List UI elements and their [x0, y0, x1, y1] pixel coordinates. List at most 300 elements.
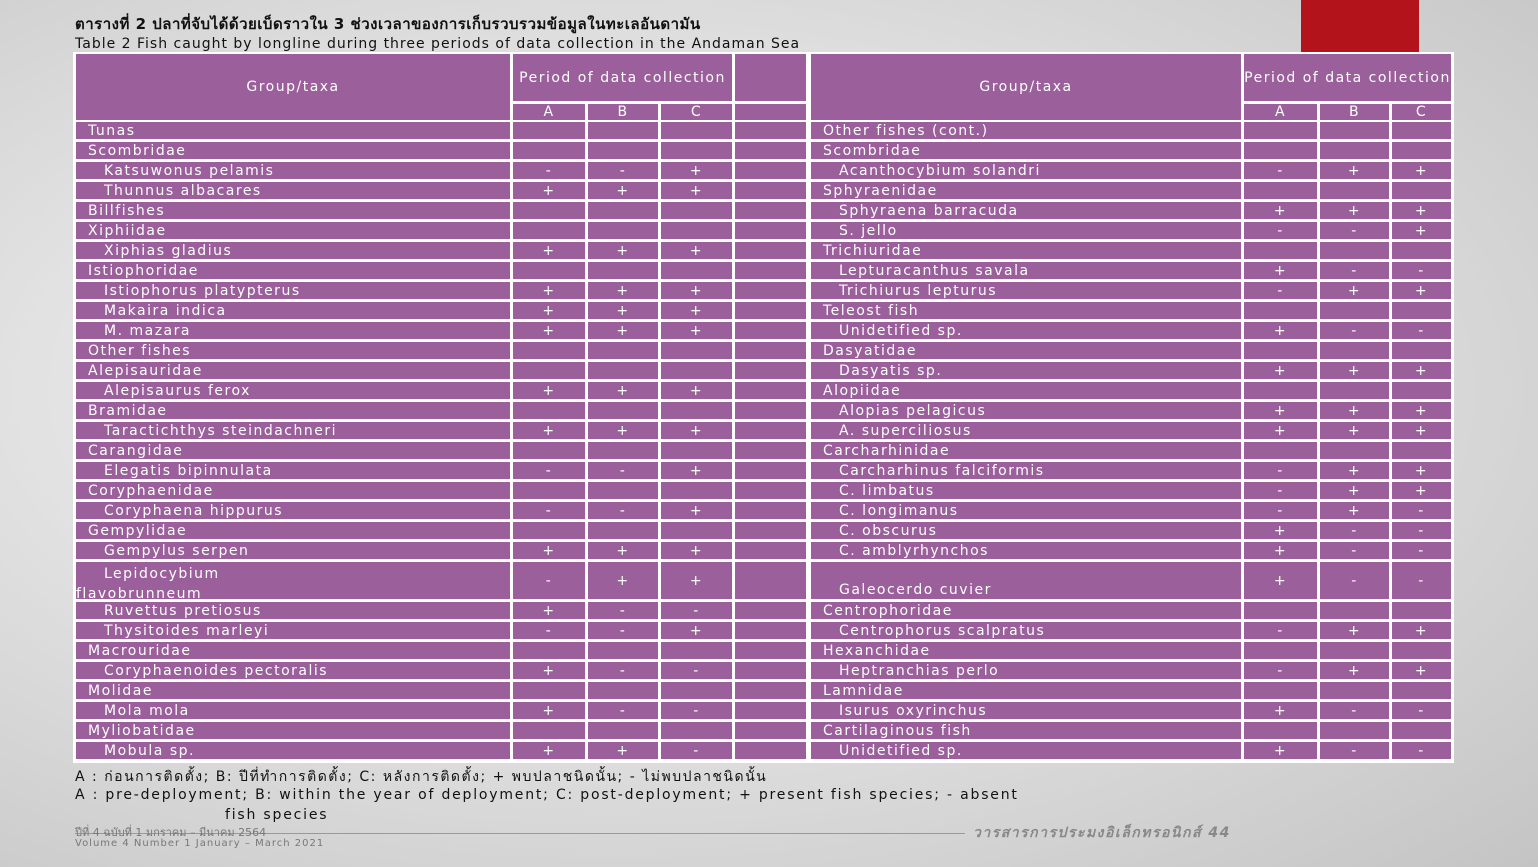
- right-row-name: [811, 202, 1241, 219]
- taxon-name: Other fishes: [88, 342, 192, 359]
- right-cell-b: -: [1320, 262, 1389, 279]
- spacer-cell: [735, 242, 806, 259]
- right-cell-c: -: [1392, 542, 1451, 559]
- left-row-name: [76, 382, 510, 399]
- right-cell-b: [1320, 242, 1389, 259]
- right-cell-b: -: [1320, 702, 1389, 719]
- left-cell-b: +: [588, 742, 658, 759]
- right-cell-c: [1392, 602, 1451, 619]
- taxon-name: Thunnus albacares: [104, 182, 262, 199]
- left-cell-b: [588, 722, 658, 739]
- right-cell-b: +: [1320, 282, 1389, 299]
- left-row-name: [76, 622, 510, 639]
- taxon-name: Alepisauridae: [88, 362, 203, 379]
- right-cell-b: [1320, 122, 1389, 139]
- taxon-name: Myliobatidae: [88, 722, 196, 739]
- right-cell-c: [1392, 242, 1451, 259]
- left-cell-c: [661, 522, 732, 539]
- left-row-name: [76, 402, 510, 419]
- left-cell-b: [588, 682, 658, 699]
- left-cell-a: +: [513, 302, 585, 319]
- right-cell-c: -: [1392, 742, 1451, 759]
- right-cell-a: +: [1244, 402, 1317, 419]
- taxon-name: Centrophorus scalpratus: [839, 622, 1046, 639]
- left-cell-a: +: [513, 702, 585, 719]
- left-cell-c: +: [661, 382, 732, 399]
- right-cell-c: [1392, 682, 1451, 699]
- right-cell-b: -: [1320, 742, 1389, 759]
- left-cell-b: [588, 342, 658, 359]
- right-cell-c: -: [1392, 522, 1451, 539]
- header-col-b-left: B: [588, 104, 658, 120]
- right-cell-a: [1244, 142, 1317, 159]
- right-row-name: [811, 722, 1241, 739]
- right-cell-c: +: [1392, 402, 1451, 419]
- taxon-name: Makaira indica: [104, 302, 227, 319]
- right-cell-b: [1320, 602, 1389, 619]
- right-cell-c: [1392, 142, 1451, 159]
- left-cell-c: +: [661, 422, 732, 439]
- taxon-name: C. obscurus: [839, 522, 938, 539]
- spacer-cell: [735, 602, 806, 619]
- right-row-name: [811, 142, 1241, 159]
- spacer-cell: [735, 402, 806, 419]
- right-cell-a: [1244, 442, 1317, 459]
- right-row-name: [811, 302, 1241, 319]
- table-title-english: Table 2 Fish caught by longline during three periods of data collection in the Andaman Sea: [75, 36, 801, 52]
- taxon-name: Acanthocybium solandri: [839, 162, 1041, 179]
- taxon-name: C. limbatus: [839, 482, 935, 499]
- spacer-cell: [735, 322, 806, 339]
- left-cell-c: +: [661, 502, 732, 519]
- left-cell-b: -: [588, 622, 658, 639]
- left-row-name: [76, 662, 510, 679]
- taxon-name: Carcharhinus falciformis: [839, 462, 1045, 479]
- spacer-cell: [735, 362, 806, 379]
- left-cell-c: +: [661, 622, 732, 639]
- footnote-english-cont: fish species: [225, 807, 329, 823]
- taxon-name: Tunas: [88, 122, 136, 139]
- right-cell-b: [1320, 382, 1389, 399]
- header-col-a-left: A: [513, 104, 585, 120]
- right-cell-c: [1392, 342, 1451, 359]
- right-cell-a: [1244, 602, 1317, 619]
- taxon-name: Gempylus serpen: [104, 542, 250, 559]
- taxon-name: Taractichthys steindachneri: [104, 422, 338, 439]
- left-cell-c: +: [661, 282, 732, 299]
- taxon-name: Hexanchidae: [823, 642, 931, 659]
- right-cell-b: [1320, 642, 1389, 659]
- taxon-name: Billfishes: [88, 202, 166, 219]
- taxon-name: Coryphaenoides pectoralis: [104, 662, 329, 679]
- right-row-name: [811, 622, 1241, 639]
- left-cell-c: [661, 262, 732, 279]
- spacer-cell: [735, 422, 806, 439]
- taxon-name: Xiphias gladius: [104, 242, 233, 259]
- left-cell-c: +: [661, 322, 732, 339]
- right-cell-b: -: [1320, 322, 1389, 339]
- left-cell-a: [513, 362, 585, 379]
- right-cell-b: +: [1320, 482, 1389, 499]
- header-col-a-right: A: [1244, 104, 1317, 120]
- taxon-name: Sphyraena barracuda: [839, 202, 1019, 219]
- right-row-name: [811, 282, 1241, 299]
- right-cell-a: -: [1244, 482, 1317, 499]
- red-corner-tab: [1301, 0, 1419, 52]
- left-cell-c: +: [661, 182, 732, 199]
- left-cell-c: +: [661, 242, 732, 259]
- header-spacer: [735, 54, 806, 101]
- left-cell-a: [513, 222, 585, 239]
- left-cell-a: +: [513, 242, 585, 259]
- taxon-name: Teleost fish: [823, 302, 920, 319]
- spacer-cell: [735, 282, 806, 299]
- spacer-cell: [735, 642, 806, 659]
- footnote-english: A : pre-deployment; B: within the year of deployment; C: post-deployment; + present fish species; - absent: [75, 787, 1019, 803]
- taxon-name: Sphyraenidae: [823, 182, 938, 199]
- left-row-name: [76, 222, 510, 239]
- left-cell-b: +: [588, 282, 658, 299]
- left-cell-c: -: [661, 662, 732, 679]
- left-cell-a: [513, 442, 585, 459]
- left-cell-b: [588, 482, 658, 499]
- right-row-name: [811, 382, 1241, 399]
- taxon-name: Coryphaenidae: [88, 482, 214, 499]
- left-cell-b: -: [588, 702, 658, 719]
- right-row-name: [811, 522, 1241, 539]
- left-row-name: [76, 602, 510, 619]
- right-cell-a: -: [1244, 462, 1317, 479]
- spacer-cell: [735, 222, 806, 239]
- left-cell-b: +: [588, 322, 658, 339]
- right-cell-c: +: [1392, 482, 1451, 499]
- taxon-name: Dasyatis sp.: [839, 362, 943, 379]
- right-cell-b: +: [1320, 402, 1389, 419]
- spacer-cell: [735, 462, 806, 479]
- left-cell-c: [661, 482, 732, 499]
- right-cell-b: -: [1320, 222, 1389, 239]
- left-cell-c: [661, 362, 732, 379]
- left-row-name: [76, 722, 510, 739]
- right-row-name: [811, 542, 1241, 559]
- spacer-cell: [735, 142, 806, 159]
- right-cell-a: +: [1244, 362, 1317, 379]
- right-cell-a: [1244, 302, 1317, 319]
- right-cell-a: [1244, 382, 1317, 399]
- spacer-cell: [735, 262, 806, 279]
- journal-name-page-number: วารสารการประมงอิเล็กทรอนิกส์ 44: [973, 825, 1231, 841]
- left-cell-b: -: [588, 602, 658, 619]
- left-cell-a: +: [513, 282, 585, 299]
- taxon-name: S. jello: [839, 222, 898, 239]
- taxon-name: Alopiidae: [823, 382, 902, 399]
- left-row-name: [76, 342, 510, 359]
- left-cell-b: [588, 122, 658, 139]
- right-cell-a: +: [1244, 202, 1317, 219]
- left-cell-b: [588, 202, 658, 219]
- taxon-name: Mola mola: [104, 702, 190, 719]
- left-cell-b: -: [588, 502, 658, 519]
- right-row-name: [811, 482, 1241, 499]
- left-cell-a: [513, 682, 585, 699]
- right-cell-b: [1320, 182, 1389, 199]
- left-row-name: [76, 682, 510, 699]
- left-cell-a: +: [513, 182, 585, 199]
- taxon-name: Xiphiidae: [88, 222, 167, 239]
- left-cell-b: [588, 442, 658, 459]
- right-cell-c: -: [1392, 562, 1451, 599]
- right-cell-a: +: [1244, 542, 1317, 559]
- right-row-name: [811, 442, 1241, 459]
- right-cell-b: [1320, 342, 1389, 359]
- header-col-b-right: B: [1320, 104, 1389, 120]
- taxon-name: Unidetified sp.: [839, 742, 963, 759]
- right-cell-b: [1320, 302, 1389, 319]
- right-cell-b: [1320, 682, 1389, 699]
- left-row-name: [76, 362, 510, 379]
- taxon-name: Unidetified sp.: [839, 322, 963, 339]
- right-cell-b: +: [1320, 502, 1389, 519]
- taxon-name: Istiophoridae: [88, 262, 199, 279]
- right-row-name: [811, 702, 1241, 719]
- taxon-name: Dasyatidae: [823, 342, 917, 359]
- taxon-name: Katsuwonus pelamis: [104, 162, 275, 179]
- taxon-name: Carcharhinidae: [823, 442, 951, 459]
- left-cell-c: [661, 342, 732, 359]
- left-row-name: [76, 422, 510, 439]
- right-cell-b: +: [1320, 622, 1389, 639]
- right-row-name: [811, 742, 1241, 759]
- left-cell-c: [661, 442, 732, 459]
- left-cell-a: +: [513, 322, 585, 339]
- right-cell-a: -: [1244, 502, 1317, 519]
- right-cell-c: +: [1392, 422, 1451, 439]
- left-row-name: [76, 522, 510, 539]
- left-cell-a: +: [513, 382, 585, 399]
- right-cell-a: +: [1244, 742, 1317, 759]
- taxon-name: Scombridae: [823, 142, 922, 159]
- left-row-name: [76, 642, 510, 659]
- header-spacer: [735, 104, 806, 120]
- table-title-thai: ตารางที่ 2 ปลาที่จับได้ด้วยเบ็ดราวใน 3 ช่วงเวลาของการเก็บรวบรวมข้อมูลในทะเลอันดามัน: [75, 15, 701, 33]
- taxon-name: Galeocerdo cuvier: [839, 582, 992, 598]
- right-cell-a: [1244, 722, 1317, 739]
- right-cell-a: [1244, 242, 1317, 259]
- left-cell-c: -: [661, 742, 732, 759]
- right-cell-a: [1244, 342, 1317, 359]
- right-cell-c: -: [1392, 322, 1451, 339]
- spacer-cell: [735, 622, 806, 639]
- left-cell-b: +: [588, 302, 658, 319]
- right-row-name: [811, 642, 1241, 659]
- left-cell-a: [513, 122, 585, 139]
- left-cell-a: [513, 642, 585, 659]
- left-row-name: [76, 462, 510, 479]
- right-cell-a: [1244, 182, 1317, 199]
- right-row-name: [811, 122, 1241, 139]
- right-row-name: [811, 662, 1241, 679]
- left-cell-a: [513, 202, 585, 219]
- taxon-name: Alopias pelagicus: [839, 402, 987, 419]
- left-row-name: [76, 502, 510, 519]
- taxon-name: Thysitoides marleyi: [104, 622, 270, 639]
- taxon-name: Gempylidae: [88, 522, 188, 539]
- left-row-name: [76, 442, 510, 459]
- spacer-cell: [735, 382, 806, 399]
- taxon-name: M. mazara: [104, 322, 191, 339]
- spacer-cell: [735, 542, 806, 559]
- left-cell-a: [513, 722, 585, 739]
- taxon-name-cont: flavobrunneum: [76, 586, 203, 599]
- right-row-name: [811, 162, 1241, 179]
- left-cell-c: +: [661, 562, 732, 599]
- spacer-cell: [735, 182, 806, 199]
- spacer-cell: [735, 502, 806, 519]
- left-cell-c: [661, 642, 732, 659]
- left-row-name: [76, 142, 510, 159]
- right-cell-a: [1244, 642, 1317, 659]
- left-cell-a: -: [513, 622, 585, 639]
- left-cell-c: [661, 722, 732, 739]
- fish-table: [73, 52, 1454, 763]
- taxon-name: C. amblyrhynchos: [839, 542, 989, 559]
- right-cell-c: -: [1392, 702, 1451, 719]
- left-row-name: [76, 242, 510, 259]
- taxon-name: Alepisaurus ferox: [104, 382, 251, 399]
- left-cell-a: [513, 402, 585, 419]
- right-cell-b: +: [1320, 662, 1389, 679]
- left-cell-a: -: [513, 502, 585, 519]
- right-cell-a: -: [1244, 162, 1317, 179]
- right-cell-c: +: [1392, 162, 1451, 179]
- header-period-right: Period of data collection: [1244, 54, 1451, 101]
- left-cell-a: -: [513, 562, 585, 599]
- right-cell-c: +: [1392, 662, 1451, 679]
- right-cell-c: [1392, 442, 1451, 459]
- header-period-left: Period of data collection: [513, 54, 732, 101]
- right-cell-c: +: [1392, 462, 1451, 479]
- taxon-name: Macrouridae: [88, 642, 192, 659]
- left-cell-b: [588, 402, 658, 419]
- right-row-name: [811, 502, 1241, 519]
- right-cell-c: +: [1392, 282, 1451, 299]
- left-cell-b: +: [588, 242, 658, 259]
- right-cell-a: +: [1244, 522, 1317, 539]
- right-cell-a: +: [1244, 262, 1317, 279]
- right-cell-b: [1320, 442, 1389, 459]
- right-row-name: [811, 182, 1241, 199]
- right-cell-b: +: [1320, 162, 1389, 179]
- taxon-name: Istiophorus platypterus: [104, 282, 301, 299]
- left-cell-c: +: [661, 542, 732, 559]
- left-row-name: [76, 162, 510, 179]
- right-cell-b: +: [1320, 422, 1389, 439]
- taxon-name: Ruvettus pretiosus: [104, 602, 262, 619]
- left-cell-b: -: [588, 162, 658, 179]
- spacer-cell: [735, 202, 806, 219]
- right-cell-b: -: [1320, 522, 1389, 539]
- left-cell-b: -: [588, 662, 658, 679]
- right-cell-a: +: [1244, 702, 1317, 719]
- left-cell-a: +: [513, 662, 585, 679]
- right-row-name: [811, 602, 1241, 619]
- left-cell-c: [661, 222, 732, 239]
- taxon-name: C. longimanus: [839, 502, 959, 519]
- right-cell-c: [1392, 722, 1451, 739]
- right-row-name: [811, 262, 1241, 279]
- right-cell-c: +: [1392, 202, 1451, 219]
- left-cell-a: -: [513, 462, 585, 479]
- left-row-name: [76, 262, 510, 279]
- left-cell-b: +: [588, 542, 658, 559]
- right-cell-c: -: [1392, 502, 1451, 519]
- left-row-name: [76, 742, 510, 759]
- left-cell-c: [661, 682, 732, 699]
- right-cell-c: +: [1392, 622, 1451, 639]
- taxon-name: Trichiurus lepturus: [839, 282, 998, 299]
- left-cell-c: [661, 142, 732, 159]
- taxon-name: Trichiuridae: [823, 242, 923, 259]
- right-row-name: [811, 402, 1241, 419]
- right-cell-a: -: [1244, 222, 1317, 239]
- left-cell-b: +: [588, 422, 658, 439]
- taxon-name: Isurus oxyrinchus: [839, 702, 988, 719]
- right-cell-a: -: [1244, 662, 1317, 679]
- left-cell-b: [588, 222, 658, 239]
- taxon-name: A. superciliosus: [839, 422, 972, 439]
- left-row-name: [76, 562, 510, 599]
- left-cell-c: [661, 122, 732, 139]
- taxon-name: Elegatis bipinnulata: [104, 462, 273, 479]
- spacer-cell: [735, 662, 806, 679]
- right-cell-b: +: [1320, 462, 1389, 479]
- left-cell-a: -: [513, 162, 585, 179]
- header-col-c-right: C: [1392, 104, 1451, 120]
- right-row-name: [811, 562, 1241, 599]
- taxon-name: Scombridae: [88, 142, 187, 159]
- right-cell-a: -: [1244, 622, 1317, 639]
- left-row-name: [76, 182, 510, 199]
- spacer-cell: [735, 742, 806, 759]
- left-cell-a: +: [513, 542, 585, 559]
- right-cell-b: +: [1320, 202, 1389, 219]
- spacer-cell: [735, 482, 806, 499]
- left-row-name: [76, 322, 510, 339]
- footnote-thai: A : ก่อนการติดตั้ง; B: ปีที่ทำการติดตั้ง; C: หลังการติดตั้ง; + พบปลาชนิดนั้น; - ไม่พบปลาชนิดนั้น: [75, 769, 768, 785]
- right-row-name: [811, 242, 1241, 259]
- right-cell-a: [1244, 682, 1317, 699]
- taxon-name: Lamnidae: [823, 682, 904, 699]
- right-cell-b: -: [1320, 542, 1389, 559]
- left-cell-b: -: [588, 462, 658, 479]
- right-cell-b: [1320, 142, 1389, 159]
- left-cell-a: +: [513, 602, 585, 619]
- right-cell-c: [1392, 122, 1451, 139]
- spacer-cell: [735, 562, 806, 599]
- left-cell-c: -: [661, 702, 732, 719]
- right-cell-b: -: [1320, 562, 1389, 599]
- left-cell-c: +: [661, 162, 732, 179]
- right-cell-c: [1392, 642, 1451, 659]
- left-row-name: [76, 202, 510, 219]
- left-cell-c: +: [661, 302, 732, 319]
- right-row-name: [811, 322, 1241, 339]
- left-cell-b: [588, 362, 658, 379]
- spacer-cell: [735, 122, 806, 139]
- right-cell-a: -: [1244, 282, 1317, 299]
- right-cell-c: [1392, 302, 1451, 319]
- left-cell-a: [513, 342, 585, 359]
